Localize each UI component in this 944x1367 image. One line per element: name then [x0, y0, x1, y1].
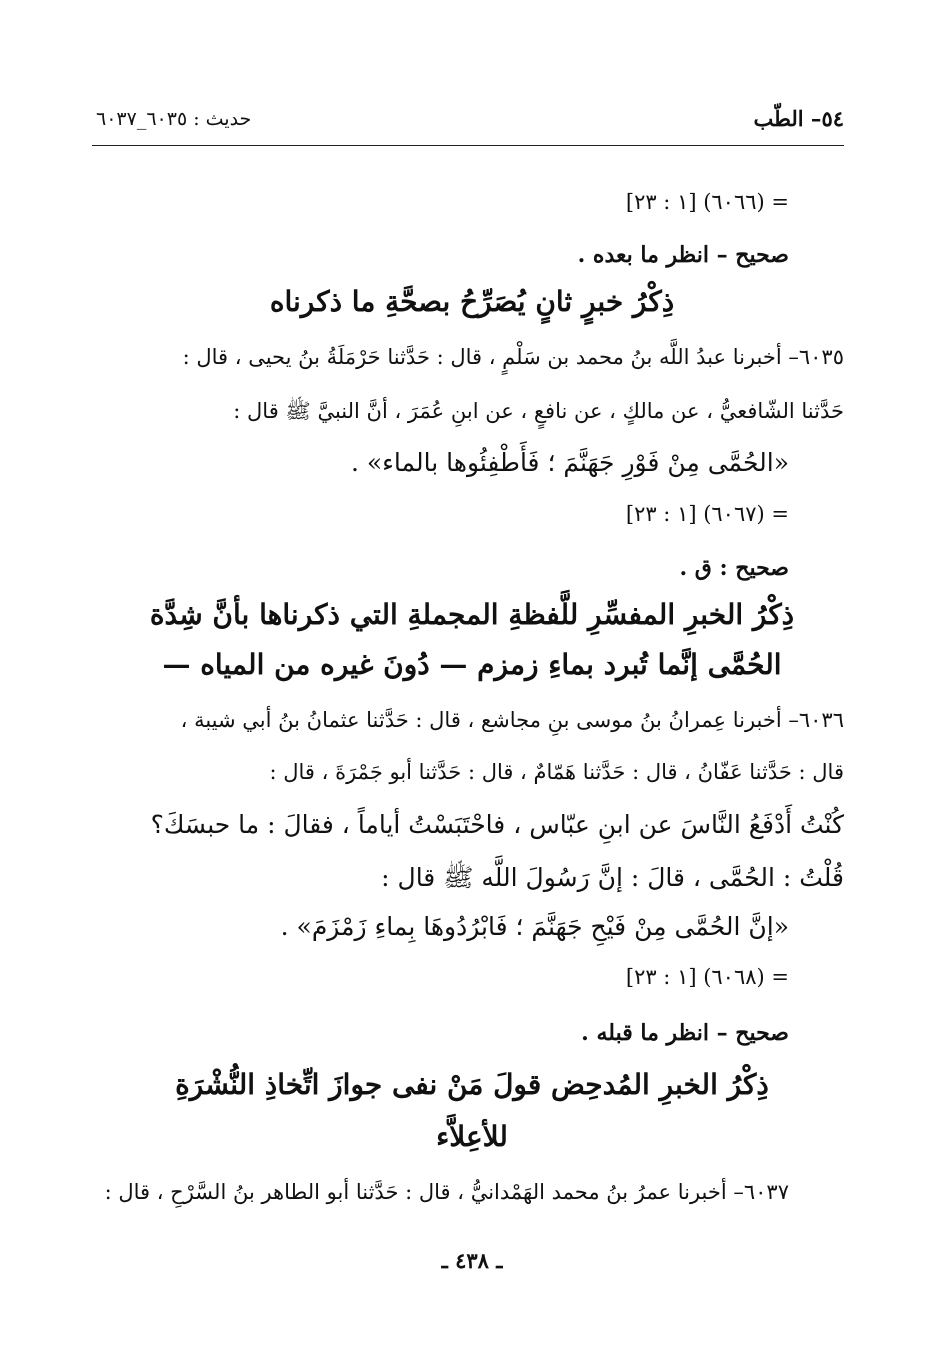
section-heading: ذِكْرُ الخبرِ المفسِّرِ للَّفظةِ المجملةِ التي ذكرناها بأنَّ شِدَّة [149, 598, 795, 631]
isnad-line: حَدَّثنا الشّافعيُّ ، عن مالكٍ ، عن نافعٍ ، عن ابنِ عُمَرَ ، أنَّ النبيَّ ﷺ قال : [233, 399, 844, 423]
matn-line: قُلْتُ : الحُمَّى ، قالَ : إنَّ رَسُولَ اللَّه ﷺ قال : [381, 863, 844, 892]
hadith-range: حديث : ٦٠٣٥_٦٠٣٧ [96, 108, 252, 130]
isnad-line: ٦٠٣٧– أخبرنا عمرُ بنُ محمد الهَمْدانيُّ ، قال : حَدَّثنا أبو الطاهر بنُ السَّرْحِ ، قال : [104, 1180, 789, 1204]
reference-line: = (٦٠٦٨) [١ : ٢٣] [625, 965, 789, 989]
matn-line: «إنَّ الحُمَّى مِنْ فَيْحِ جَهَنَّمَ ؛ فَابْرُدُوهَا بِماءِ زَمْزَمَ» . [280, 912, 789, 941]
header-divider [92, 145, 844, 146]
page-number: ـ ٤٣٨ ـ [441, 1248, 503, 1273]
grade-line: صحيح : ق . [679, 555, 789, 581]
matn-line: «الحُمَّى مِنْ فَوْرِ جَهَنَّمَ ؛ فَأَطْفِئُوها بالماء» . [350, 448, 789, 477]
section-heading: ذِكْرُ خبرٍ ثانٍ يُصَرِّحُ بصحَّةِ ما ذكرناه [269, 285, 675, 318]
grade-line: صحيح – انظر ما قبله . [581, 1020, 789, 1046]
matn-line: كُنْتُ أَدْفَعُ النَّاسَ عن ابنِ عبّاس ، فاحْتَبَسْتُ أياماً ، فقالَ : ما حبسَكَ؟ [150, 810, 844, 839]
isnad-line: قال : حَدَّثنا عَفّانُ ، قال : حَدَّثنا هَمّامٌ ، قال : حَدَّثنا أبو جَمْرَةَ ، قال : [269, 760, 844, 784]
section-heading: ذِكْرُ الخبرِ المُدحِض قولَ مَنْ نفى جوازَ اتِّخاذِ النُّشْرَةِ [175, 1068, 769, 1101]
isnad-line: ٦٠٣٦– أخبرنا عِمرانُ بنُ موسى بنِ مجاشع ، قال : حَدَّثنا عثمانُ بنُ أبي شيبة ، [180, 708, 844, 732]
section-heading: الحُمَّى إنَّما تُبرد بماءِ زمزم — دُونَ غيره من المياه — [162, 648, 782, 681]
grade-line: صحيح – انظر ما بعده . [577, 242, 789, 268]
reference-line: = (٦٠٦٧) [١ : ٢٣] [625, 502, 789, 526]
isnad-line: ٦٠٣٥– أخبرنا عبدُ اللَّه بنُ محمد بن سَلْمٍ ، قال : حَدَّثنا حَرْمَلَةُ بنُ يحيى ، قال : [182, 345, 844, 369]
chapter-title: ٥٤– الطّب [753, 106, 844, 131]
section-heading: للأعِلاَّء [436, 1120, 508, 1153]
reference-line: = (٦٠٦٦) [١ : ٢٣] [625, 190, 789, 214]
